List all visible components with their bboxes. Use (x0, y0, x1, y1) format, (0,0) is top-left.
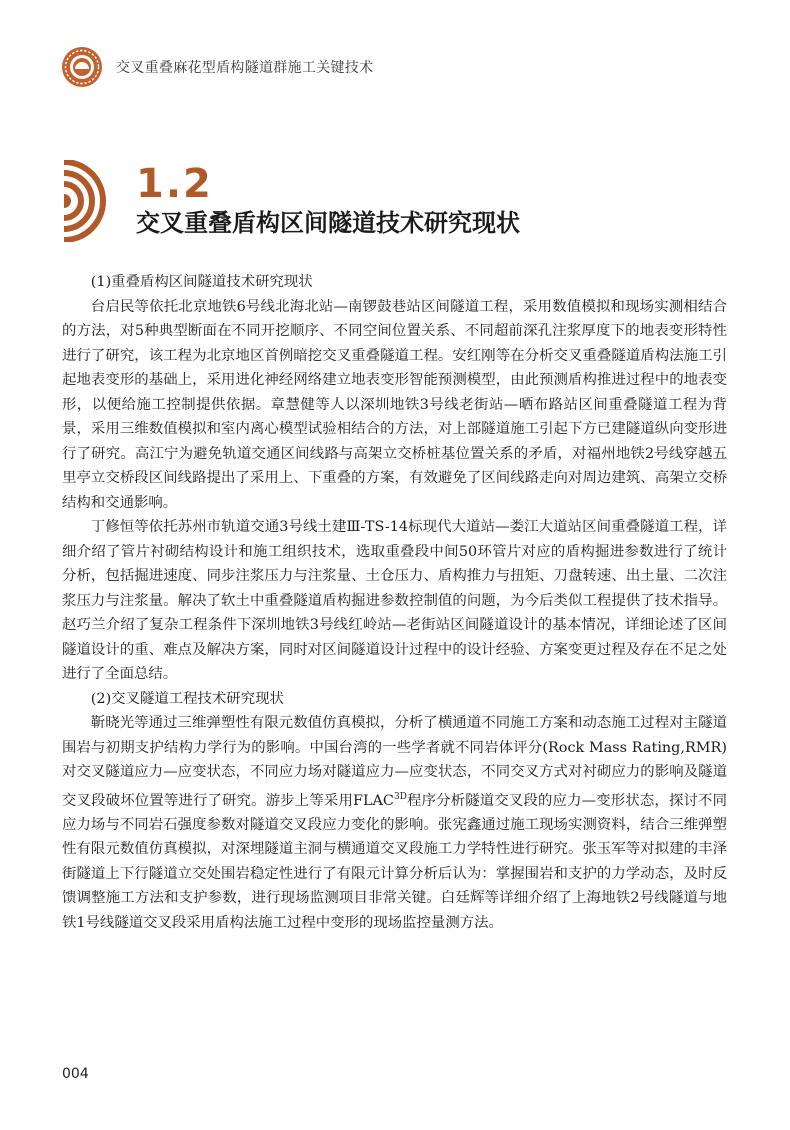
running-header-title: 交叉重叠麻花型盾构隧道群施工关键技术 (116, 60, 374, 76)
page-number: 004 (62, 1066, 89, 1082)
paragraph (62, 711, 727, 935)
body-text (62, 270, 727, 935)
paragraph: 丁修恒等依托苏州市轨道交通3号线土建Ⅲ-TS-14标现代大道站—娄江大道站区间重叠隧道工程，详细介绍了管片衬砌结构设计和施工组织技术，选取重叠段中间50环管片对应的盾构掘进参数进行了统计分析，包括掘进速度、同步注浆压力与注浆量、土仓压力、盾构推力与扭矩、刀盘转速、出土量、二次注浆压力与注浆量。解决了软土中重叠隧道盾构掘进参数控制值的问题，为今后类似工程提供了技术指导。赵巧兰介绍了复杂工程条件下深圳地铁3号线红岭站—老街站区间隧道设计的基本情况，详细论述了区间隧道设计的重、难点及解决方案，同时对区间隧道设计过程中的设计经验、方案变更过程及存在不足之处进行了全面总结。 (62, 519, 727, 682)
subheading-overlapping-tunnels: (1)重叠盾构区间隧道技术研究现状 (90, 274, 313, 290)
concentric-arcs-icon (64, 160, 118, 242)
paragraph: 台启民等依托北京地铁6号线北海北站—南锣鼓巷站区间隧道工程，采用数值模拟和现场实测相结合的方法，对5种典型断面在不同开挖顺序、不同空间位置关系、不同超前深孔注浆厚度下的地表变形特性进行了研究，该工程为北京地区首例暗挖交叉重叠隧道工程。安红刚等在分析交叉重叠隧道盾构法施工引起地表变形的基础上，采用进化神经网络建立地表变形智能预测模型，由此预测盾构推进过程中的地表变形，以便给施工控制提供依据。章慧健等人以深圳地铁3号线老街站—晒布路站区间重叠隧道工程为背景，采用三维数值模拟和室内离心模型试验相结合的方法，对上部隧道施工引起下方已建隧道纵向变形进行了研究。高江宁为避免轨道交通区间线路与高架立交桥桩基位置关系的矛盾，对福州地铁2号线穿越五里亭立交桥段区间线路提出了采用上、下重叠的方案，有效避免了区间线路走向对周边建筑、高架立交桥结构和交通影响。 (62, 298, 727, 511)
section-title: 交叉重叠盾构区间隧道技术研究现状 (136, 209, 520, 237)
subheading-crossing-tunnels: (2)交叉隧道工程技术研究现状 (90, 690, 284, 707)
paragraph-text: 程序分析隧道交叉段的应力—变形状态，探讨不同应力场与不同岩石强度参数对隧道交叉段应力变化的影响。张宪鑫通过施工现场实测资料，结合三维弹塑性有限元数值仿真模拟，对深埋隧道主洞与横通道交叉段施工力学特性进行研究。张玉军等对拟建的丰泽街隧道上下行隧道立交处围岩稳定性进行了有限元计算分析后认为：掌握围岩和支护的力学动态，及时反馈调整施工方法和支护参数，进行现场监测项目非常关键。白廷辉等详细介绍了上海地铁2号线隧道与地铁1号线隧道交叉段采用盾构法施工过程中变形的现场监控量测方法。 (62, 792, 727, 931)
circular-emblem-icon (60, 45, 104, 89)
section-number: 1.2 (136, 161, 213, 207)
running-header (60, 42, 373, 92)
paragraph-text: 靳晓光等通过三维弹塑性有限元数值仿真模拟，分析了横通道不同施工方案和动态施工过程对主隧道围岩与初期支护结构力学行为的影响。中国台湾的一些学者就不同岩体评分(Rock Mass Rating,RMR)对交叉隧道应力—应变状态，不同应力场对隧道应力—应变状态，不同交叉方式对衬砌应力的影响及隧道交叉段破坏位置等进行了研究。游步上等采用FLAC (62, 715, 727, 809)
superscript: 3D (393, 791, 407, 802)
